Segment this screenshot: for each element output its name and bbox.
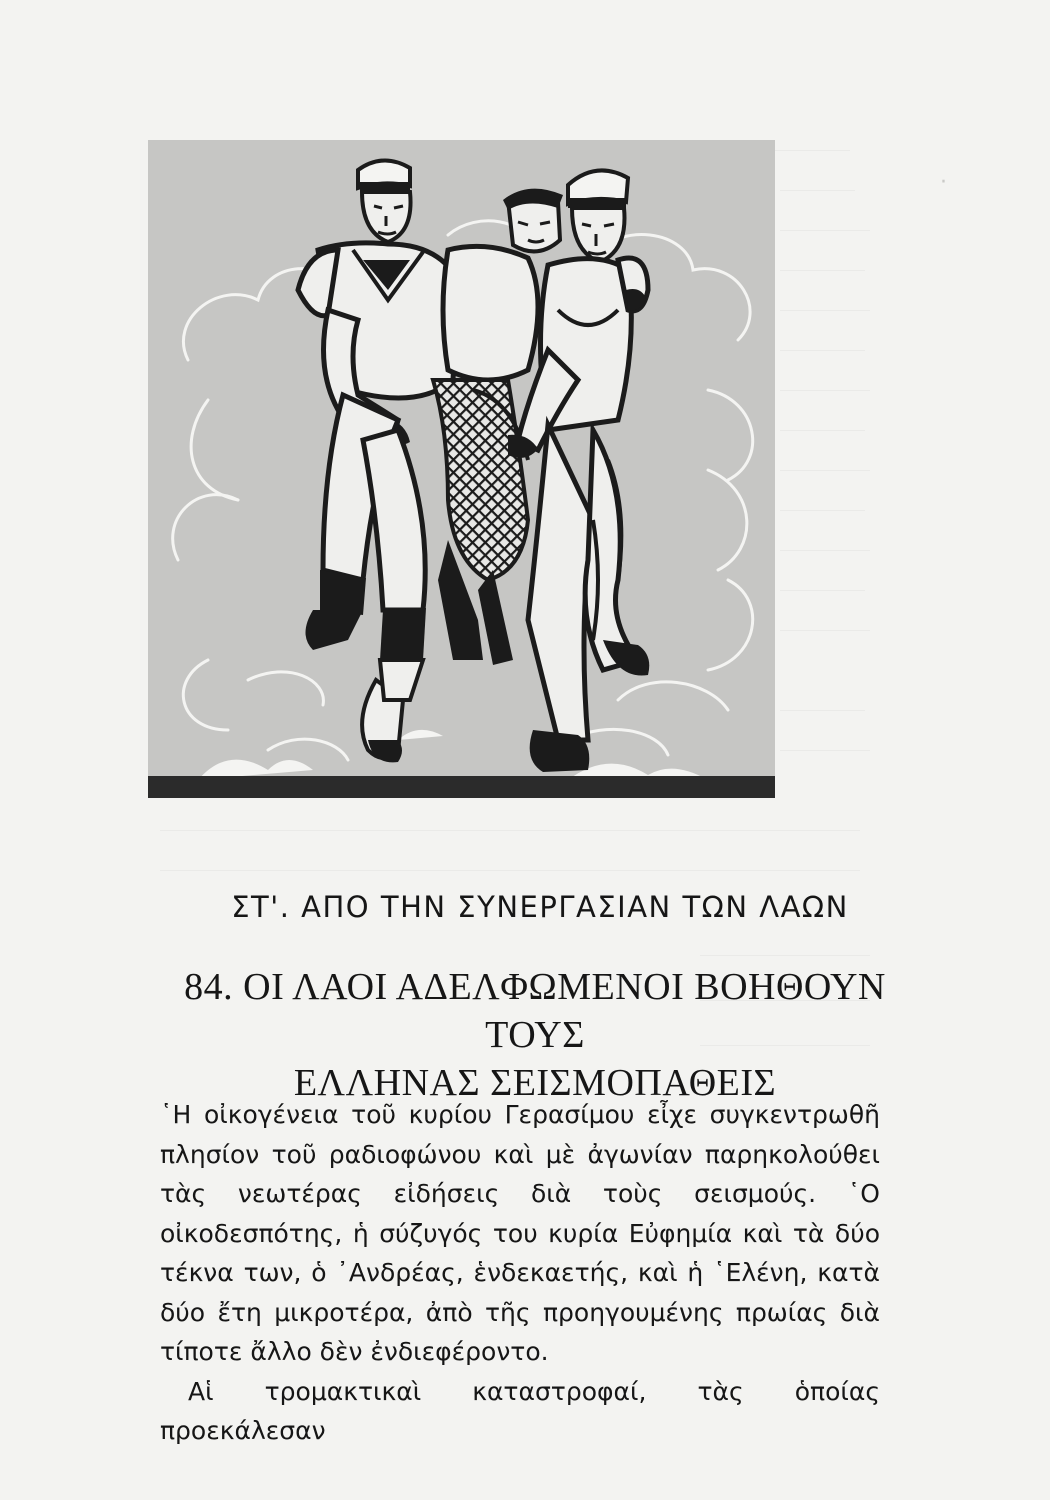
lesson-title-line-2: ΕΛΛΗΝΑΣ ΣΕΙΣΜΟΠΑΘΕΙΣ (293, 1062, 777, 1104)
ground-band (148, 776, 775, 798)
illustration (148, 140, 775, 798)
paragraph-2: Αἱ τρομακτικαὶ καταστροφαί, τὰς ὁποίας προεκάλεσαν (160, 1376, 880, 1445)
paragraph-1: ῾Η οἰκογένεια τοῦ κυρίου Γερασίμου εἶχε συγκεντρωθῆ πλησίον τοῦ ραδιοφώνου καὶ μὲ ἀγωνίαν παρηκολούθει τὰς νεωτέρας εἰδήσεις διὰ τοὺς σεισμούς. ῾Ο οἰκοδεσπότης, ἡ σύζυγός του κυρία Εὐφημία καὶ τὰ δύο τέκνα των, ὁ ᾿Ανδρέας, ἑνδεκαετής, καὶ ἡ ῾Ελένη, κατὰ δύο ἔτη μικροτέρα, ἀπὸ τῆς προηγουμένης πρωίας διὰ τίποτε ἄλλο δὲν ἐνδιεφέροντο. (160, 1100, 880, 1366)
lesson-title (170, 963, 900, 1107)
body-text (160, 1095, 880, 1451)
lesson-title-line-1: 84. ΟΙ ΛΑΟΙ ΑΔΕΛΦΩΜΕΝΟΙ ΒΟΗΘΟΥΝ ΤΟΥΣ (184, 966, 886, 1056)
section-header: ΣΤ'. ΑΠΟ ΤΗΝ ΣΥΝΕΡΓΑΣΙΑΝ ΤΩΝ ΛΑΩΝ (231, 890, 849, 924)
scan-mark: · (940, 170, 947, 195)
